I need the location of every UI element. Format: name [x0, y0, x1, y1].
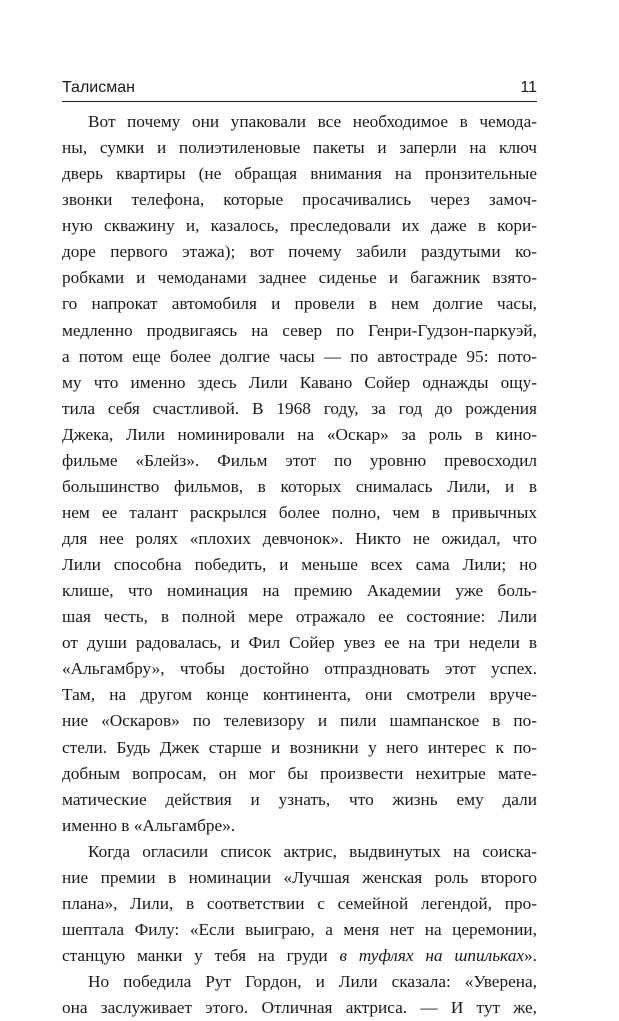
- text-segment: станцую манки у тебя на груди: [62, 946, 340, 965]
- text-line: добным вопросам, он мог бы произвести нехитрые мате-: [62, 763, 537, 783]
- text-line: тила себя счастливой. В 1968 году, за год до рождения: [62, 398, 537, 418]
- text-line: именно в «Альгамбре».: [62, 815, 236, 835]
- header-rule: [62, 101, 537, 102]
- text-line: плана», Лили, в соответствии с семейной легендой, про-: [62, 893, 537, 913]
- text-line: Когда огласили список актрис, выдвинутых на соиска-: [88, 841, 537, 861]
- text-line: [62, 943, 537, 969]
- text-line: шептала Филу: «Если выиграю, а меня нет на церемонии,: [62, 919, 537, 939]
- text-line: го напрокат автомобиля и провели в нем долгие часы,: [62, 294, 537, 314]
- text-line: ны, сумки и полиэтиленовые пакеты и заперли на ключ: [62, 138, 537, 158]
- book-title: Талисман: [62, 79, 135, 96]
- text-line: большинство фильмов, в которых снималась Лили, и в: [62, 476, 537, 496]
- text-line: звонки телефона, которые просачивались через замоч-: [62, 190, 537, 210]
- text-line: медленно продвигаясь на север по Генри-Гудзон-паркуэй,: [62, 320, 537, 340]
- text-line: клише, что номинация на премию Академии уже боль-: [62, 581, 537, 601]
- text-line: доре первого этажа); вот почему забили раздутыми ко-: [62, 242, 537, 262]
- text-line: ние премии в номинации «Лучшая женская роль второго: [62, 867, 537, 887]
- text-line: Вот почему они упаковали все необходимое в чемода-: [88, 112, 537, 131]
- text-line: а потом еще более долгие часы — по автостраде 95: пото-: [62, 346, 537, 366]
- text-line: она заслуживает этого. Отличная актриса. — И тут же,: [62, 998, 537, 1018]
- text-line: «Альгамбру», чтобы достойно отпраздновать этот успех.: [62, 659, 537, 679]
- text-line: ние «Оскаров» по телевизору и пили шампанское в по-: [62, 711, 537, 731]
- text-line: му что именно здесь Лили Кавано Сойер однажды ощу-: [62, 372, 537, 392]
- text-line: робками и чемоданами заднее сиденье и багажник взято-: [62, 268, 537, 288]
- text-line: матические действия и узнать, что жизнь ему дали: [62, 789, 537, 809]
- text-line: фильме «Блейз». Фильм этот по уровню превосходил: [62, 450, 537, 470]
- text-segment: ».: [524, 946, 537, 965]
- italic-text: в туфлях на шпильках: [339, 946, 525, 965]
- text-line: Лили способна победить, и меньше всех сама Лили; но: [62, 555, 537, 575]
- body-text: [62, 109, 537, 1021]
- text-line: дверь квартиры (не обращая внимания на пронзительные: [62, 164, 537, 184]
- text-line: шая честь, в полной мере отражало ее состояние: Лили: [62, 607, 537, 627]
- running-header: [62, 78, 537, 100]
- text-line: Там, на другом конце континента, они смотрели вруче-: [62, 685, 537, 705]
- text-line: от души радовалась, и Фил Сойер увез ее на три недели в: [62, 633, 537, 653]
- page-number: 11: [520, 79, 537, 96]
- text-line: для нее ролях «плохих девчонок». Никто не ожидал, что: [62, 529, 537, 548]
- text-line: стели. Будь Джек старше и возникни у него интерес к по-: [62, 737, 537, 757]
- text-line: ную скважину и, казалось, преследовали их даже в кори-: [62, 216, 537, 236]
- text-line: нем ее талант раскрылся более полно, чем в привычных: [62, 502, 537, 522]
- text-line: Но победила Рут Гордон, и Лили сказала: «Уверена,: [88, 972, 537, 992]
- text-line: Джека, Лили номинировали на «Оскар» за роль в кино-: [62, 424, 537, 444]
